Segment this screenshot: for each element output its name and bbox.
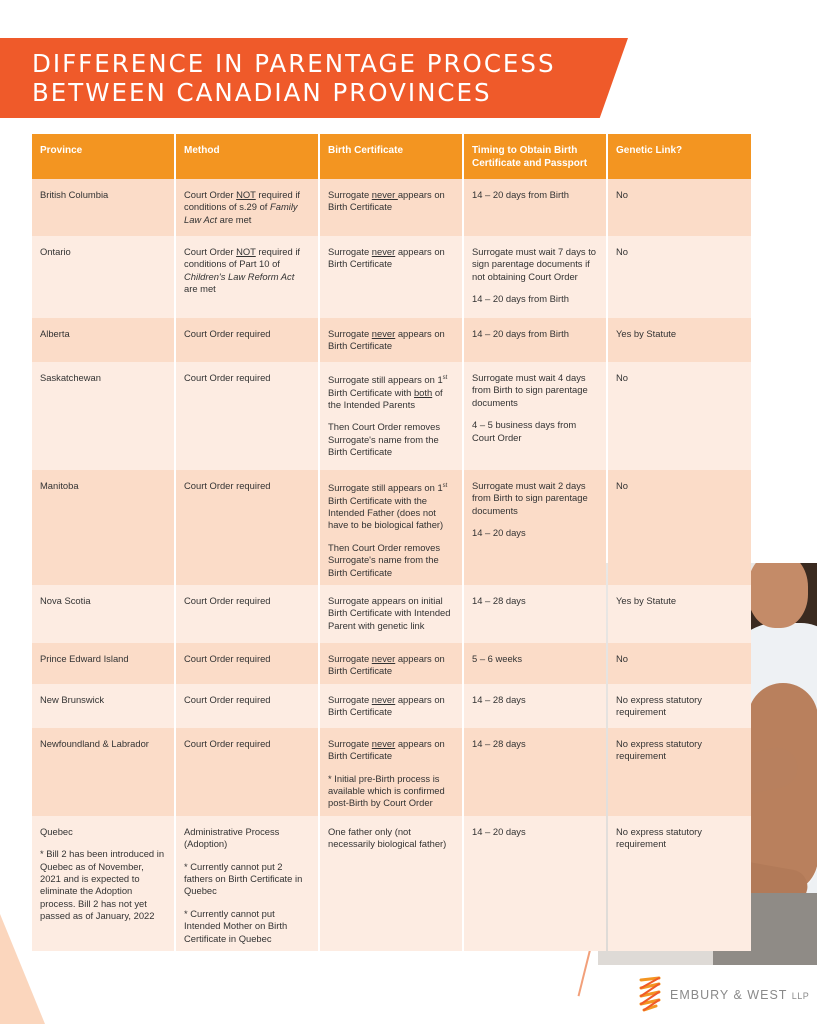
table-row — [32, 684, 751, 728]
cell-timing: 14 – 28 days — [464, 684, 606, 728]
parentage-comparison-table — [30, 134, 753, 951]
table-header-row — [32, 134, 751, 179]
cell-province: Prince Edward Island — [32, 643, 174, 684]
cell-method: Court Order required — [176, 684, 318, 728]
cell-method: Court Order required — [176, 585, 318, 643]
cell-genetic-link: No — [608, 179, 751, 236]
cell-birth-certificate: Surrogate never appears on Birth Certificate — [320, 684, 462, 728]
cell-genetic-link: No express statutory requirement — [608, 816, 751, 951]
cell-method: Court Order NOT required if conditions of Part 10 of Children's Law Reform Act are met — [176, 236, 318, 318]
header-genetic-link: Genetic Link? — [608, 134, 751, 179]
cell-timing: Surrogate must wait 2 days from Birth to sign parentage documents 14 – 20 days — [464, 470, 606, 585]
cell-method: Court Order required — [176, 362, 318, 470]
cell-province: Saskatchewan — [32, 362, 174, 470]
cell-genetic-link: No — [608, 236, 751, 318]
cell-province: Alberta — [32, 318, 174, 362]
cell-birth-certificate: Surrogate never appears on Birth Certificate * Initial pre-Birth process is available which is confirmed post-Birth by Court Order — [320, 728, 462, 816]
table-row — [32, 236, 751, 318]
header-timing: Timing to Obtain Birth Certificate and Passport — [464, 134, 606, 179]
table-row — [32, 643, 751, 684]
cell-birth-certificate: Surrogate never appears on Birth Certificate — [320, 643, 462, 684]
cell-birth-certificate: Surrogate appears on initial Birth Certificate with Intended Parent with genetic link — [320, 585, 462, 643]
table-row — [32, 179, 751, 236]
cell-birth-certificate: Surrogate still appears on 1st Birth Certificate with the Intended Father (does not have to be biological father) Then Court Order removes Surrogate's name from the Birth Certificate — [320, 470, 462, 585]
cell-method: Court Order required — [176, 318, 318, 362]
cell-method: Court Order required — [176, 470, 318, 585]
title-line-1: DIFFERENCE IN PARENTAGE PROCESS — [32, 49, 556, 78]
header-province: Province — [32, 134, 174, 179]
page-title — [32, 49, 556, 107]
logo-mark-icon — [638, 976, 662, 1012]
header-method: Method — [176, 134, 318, 179]
cell-province: New Brunswick — [32, 684, 174, 728]
cell-timing: Surrogate must wait 7 days to sign parentage documents if not obtaining Court Order 14 – 20 days from Birth — [464, 236, 606, 318]
embury-west-logo — [638, 976, 810, 1012]
cell-genetic-link: No — [608, 643, 751, 684]
cell-birth-certificate: One father only (not necessarily biological father) — [320, 816, 462, 951]
cell-timing: 14 – 28 days — [464, 728, 606, 816]
cell-method: Court Order required — [176, 728, 318, 816]
table-row — [32, 362, 751, 470]
cell-province: Nova Scotia — [32, 585, 174, 643]
cell-timing: 5 – 6 weeks — [464, 643, 606, 684]
quebec-bill-note: * Bill 2 has been introduced in Quebec as of November, 2021 and is expected to eliminate the Adoption process. Bill 2 has not yet passed as of January, 2022 — [40, 848, 165, 922]
cell-province: British Columbia — [32, 179, 174, 236]
table-row — [32, 728, 751, 816]
cell-birth-certificate: Surrogate never appears on Birth Certificate — [320, 318, 462, 362]
cell-birth-certificate: Surrogate still appears on 1st Birth Certificate with both of the Intended Parents Then Court Order removes Surrogate's name from the Birth Certificate — [320, 362, 462, 470]
cell-timing: 14 – 20 days from Birth — [464, 318, 606, 362]
cell-timing: 14 – 20 days from Birth — [464, 179, 606, 236]
cell-genetic-link: No — [608, 470, 751, 585]
cell-genetic-link: No express statutory requirement — [608, 684, 751, 728]
cell-province: Ontario — [32, 236, 174, 318]
cell-timing: Surrogate must wait 4 days from Birth to sign parentage documents 4 – 5 business days from Court Order — [464, 362, 606, 470]
cell-genetic-link: No — [608, 362, 751, 470]
cell-method: Court Order required — [176, 643, 318, 684]
cell-timing: 14 – 20 days — [464, 816, 606, 951]
cell-genetic-link: No express statutory requirement — [608, 728, 751, 816]
table-row — [32, 816, 751, 951]
logo-text: EMBURY & WEST LLP — [670, 988, 810, 1002]
cell-method: Administrative Process (Adoption) * Currently cannot put 2 fathers on Birth Certificate in Quebec * Currently cannot put Intended Mother on Birth Certificate in Quebec — [176, 816, 318, 951]
cell-timing: 14 – 28 days — [464, 585, 606, 643]
table-row — [32, 470, 751, 585]
cell-province: Manitoba — [32, 470, 174, 585]
cell-birth-certificate: Surrogate never appears on Birth Certificate — [320, 236, 462, 318]
cell-province: Newfoundland & Labrador — [32, 728, 174, 816]
cell-genetic-link: Yes by Statute — [608, 318, 751, 362]
cell-birth-certificate: Surrogate never appears on Birth Certificate — [320, 179, 462, 236]
cell-method: Court Order NOT required if conditions of s.29 of Family Law Act are met — [176, 179, 318, 236]
cell-province: Quebec * Bill 2 has been introduced in Quebec as of November, 2021 and is expected to eliminate the Adoption process. Bill 2 has not yet passed as of January, 2022 — [32, 816, 174, 951]
cell-genetic-link: Yes by Statute — [608, 585, 751, 643]
table-row — [32, 585, 751, 643]
title-line-2: BETWEEN CANADIAN PROVINCES — [32, 78, 492, 107]
table-row — [32, 318, 751, 362]
header-birth-certificate: Birth Certificate — [320, 134, 462, 179]
